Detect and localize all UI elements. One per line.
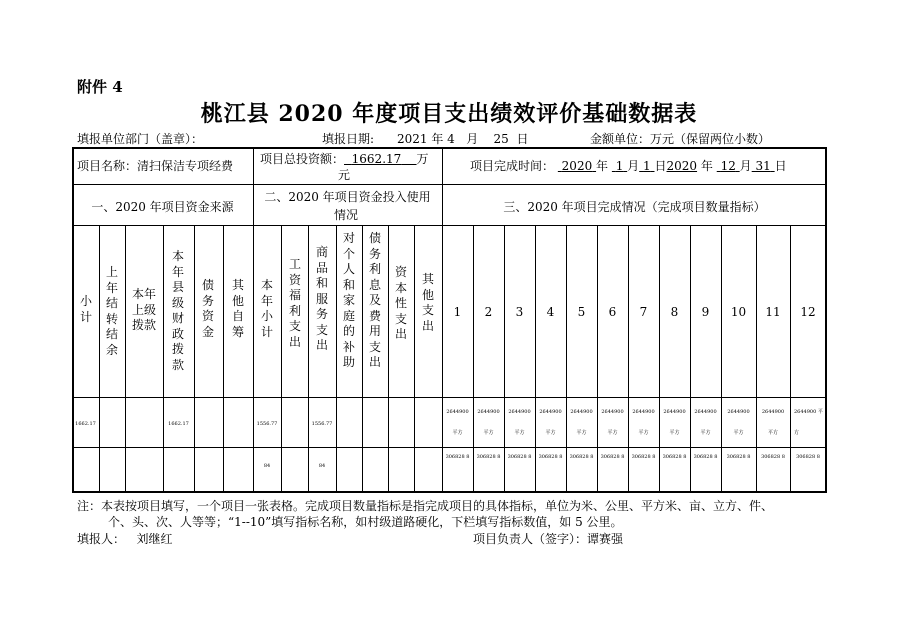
indicator-header-8: 8 [670, 305, 679, 319]
fill-date [322, 130, 528, 147]
col-ziben-zhichu: 资本性支出 [394, 265, 407, 341]
date-day: 25 [493, 132, 509, 146]
filler-label: 填报人： [77, 532, 126, 546]
table-line [504, 225, 505, 492]
start-month: 1 [615, 159, 624, 173]
col-zhaiwu-zijin: 债务资金 [201, 278, 214, 339]
row1-indicator-4: 2644900 平方 [539, 409, 562, 436]
table-border-top [72, 147, 827, 149]
table-line [690, 225, 691, 492]
col-benian-xiaoji: 本年小计 [260, 278, 273, 339]
project-name-label: 项目名称： [77, 159, 138, 173]
col-shangpin-fuwu: 商品和服务支出 [315, 245, 328, 352]
date-label: 填报日期: [322, 132, 375, 146]
row2-indicator-2: 306828 8 [476, 454, 501, 460]
table-line [125, 225, 126, 492]
month-char: 月 [466, 132, 479, 146]
day-char: 日 [774, 159, 787, 173]
indicator-header-2: 2 [484, 305, 493, 319]
col-zhaiwu-lixi: 债务利息及费用支出 [368, 231, 381, 369]
row2-indicator-4: 306828 8 [538, 454, 563, 460]
day-char: 日 [654, 159, 667, 173]
table-line [659, 225, 660, 492]
row1-indicator-8: 2644900 平方 [663, 409, 686, 436]
row1-xianji: 1662.17 [168, 421, 189, 427]
col-xiaoji: 小计 [79, 294, 92, 324]
table-line [281, 225, 282, 492]
year-char: 年 [700, 159, 713, 173]
col-geren-jiating: 对个人和家庭的补助 [342, 231, 355, 369]
date-year: 2021 [396, 132, 428, 146]
col-qita-zhichu: 其他支出 [421, 272, 434, 333]
table-line [308, 225, 309, 492]
indicator-header-5: 5 [577, 305, 586, 319]
indicator-header-4: 4 [546, 305, 555, 319]
project-name-value: 清扫保洁专项经费 [137, 159, 234, 173]
row2-indicator-7: 306828 8 [631, 454, 656, 460]
indicator-header-11: 11 [765, 305, 781, 319]
project-total [260, 151, 429, 167]
row2-benian-xiaoji: 84 [263, 463, 271, 469]
document-title: 桃江县 2020 年度项目支出绩效评价基础数据表 [200, 101, 698, 127]
col-benian-xianji: 本年县级财政拨款 [171, 249, 184, 372]
indicator-header-12: 12 [800, 305, 816, 319]
leader-label: 项目负责人（签字）： [473, 532, 588, 546]
fund-usage-line1: 二、2020 年项目资金投入使用 [264, 190, 431, 204]
indicator-header-10: 10 [730, 305, 747, 319]
total-value [344, 152, 417, 166]
table-line [223, 225, 224, 492]
table-line [628, 225, 629, 492]
table-line [597, 225, 598, 492]
year-char: 年 [431, 132, 444, 146]
row1-indicator-10: 2644900 平方 [727, 409, 750, 436]
end-year: 2020 [666, 159, 698, 173]
col-qita-zichou: 其他自筹 [231, 278, 244, 339]
table-line [721, 225, 722, 492]
section-funding-source: 一、2020 年项目资金来源 [91, 200, 234, 214]
row2-indicator-9: 306828 8 [693, 454, 718, 460]
section-fund-usage-line2: 情况 [334, 208, 359, 222]
total-label: 项目总投资额： [260, 152, 345, 166]
year-char: 年 [596, 159, 609, 173]
start-year: 2020 [561, 159, 593, 173]
total-amount: 1662.17 [351, 152, 402, 166]
end-day: 31 [755, 159, 771, 173]
row1-xiaoji: 1662.17 [75, 421, 96, 427]
row2-indicator-12: 306828 8 [796, 454, 820, 460]
day-char: 日 [516, 132, 529, 146]
table-line [790, 225, 791, 492]
row1-indicator-12: 2644900 平 方 [794, 409, 823, 436]
row1-indicator-11: 2644900 平方 [761, 409, 785, 436]
indicator-header-6: 6 [608, 305, 617, 319]
leader-name: 谭赛强 [587, 532, 624, 546]
section-completion: 三、2020 年项目完成情况（完成项目数量指标） [503, 200, 766, 214]
table-line [72, 225, 827, 226]
table-line [756, 225, 757, 492]
month-char: 月 [739, 159, 752, 173]
row1-indicator-6: 2644900 平方 [601, 409, 624, 436]
table-line [99, 225, 100, 492]
total-unit-a: 万 [416, 152, 429, 166]
row1-indicator-3: 2644900 平方 [508, 409, 531, 436]
row1-indicator-9: 2644900 平方 [694, 409, 717, 436]
table-line [535, 225, 536, 492]
row2-shangpin: 84 [318, 463, 326, 469]
start-day: 1 [643, 159, 651, 173]
indicator-header-3: 3 [515, 305, 524, 319]
row2-indicator-1: 306828 8 [445, 454, 470, 460]
project-leader [473, 530, 623, 547]
row1-indicator-1: 2644900 平方 [446, 409, 469, 436]
table-line [72, 184, 827, 185]
footnote-line1: 注：本表按项目填写，一个项目一张表格。完成项目数量指标是指完成项目的具体指标，单位为米、公里、平方米、亩、立方、件、 [77, 499, 774, 513]
row2-indicator-6: 306828 8 [600, 454, 625, 460]
data-table [72, 147, 827, 492]
table-line [72, 397, 827, 398]
row1-indicator-2: 2644900 平方 [477, 409, 500, 436]
completion-label: 项目完成时间： [470, 159, 555, 173]
col-gongzi-fuli: 工资福利支出 [288, 257, 301, 349]
project-name [77, 158, 233, 174]
row1-indicator-7: 2644900 平方 [632, 409, 655, 436]
row1-indicator-5: 2644900 平方 [570, 409, 593, 436]
attachment-label: 附件 4 [77, 78, 123, 96]
indicator-header-1: 1 [453, 305, 462, 319]
indicator-header-9: 9 [701, 305, 710, 319]
unit-label: 填报单位部门（盖章）： [77, 132, 204, 146]
row1-shangpin: 1556.77 [311, 421, 333, 427]
filler-name: 刘继红 [136, 532, 173, 546]
table-border-bottom [72, 491, 827, 493]
table-line [388, 225, 389, 492]
row2-indicator-8: 306828 8 [662, 454, 687, 460]
row2-indicator-10: 306828 8 [726, 454, 751, 460]
col-benian-shangji: 本年上级拨款 [131, 287, 156, 332]
month-char: 月 [627, 159, 640, 173]
table-line [336, 225, 337, 492]
row2-indicator-11: 306828 8 [761, 454, 785, 460]
footnote-line2: 个、头、次、人等等；“1--10”填写指标名称，如村级道路硬化，下栏填写指标数值，如 5 公里。 [108, 515, 623, 529]
indicator-header-7: 7 [639, 305, 648, 319]
table-line [72, 447, 827, 448]
total-unit-b: 元 [338, 168, 351, 182]
row1-benian-xiaoji: 1556.77 [256, 421, 278, 427]
col-shangnian-jiezhuan: 上年结转结余 [105, 265, 118, 357]
row2-indicator-5: 306828 8 [569, 454, 594, 460]
filler [77, 530, 172, 547]
table-line [163, 225, 164, 492]
date-month: 4 [447, 132, 455, 146]
row2-indicator-3: 306828 8 [507, 454, 532, 460]
table-line [473, 225, 474, 492]
project-completion-time [470, 158, 787, 174]
table-line [362, 225, 363, 492]
section-fund-usage [253, 189, 442, 205]
table-line [194, 225, 195, 492]
amount-unit: 金额单位：万元（保留两位小数） [590, 132, 771, 146]
end-month: 12 [720, 159, 736, 173]
table-line [566, 225, 567, 492]
table-line [414, 225, 415, 492]
